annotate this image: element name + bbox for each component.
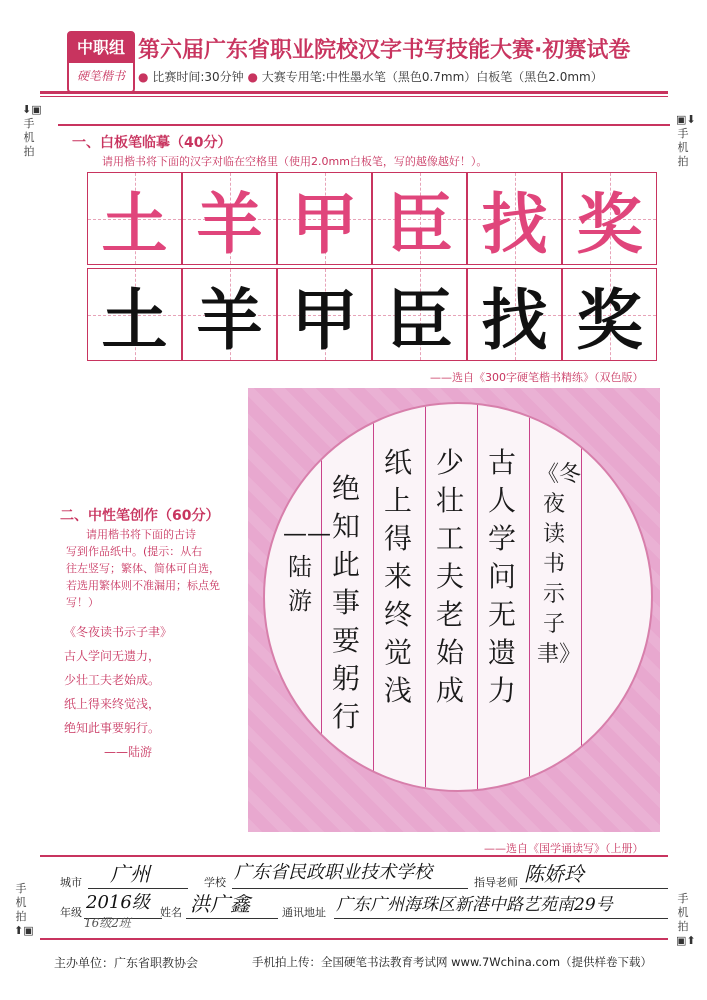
camera-label-bottom-left: 手机拍 ⬆▣ [14, 882, 34, 937]
school-value: 广东省民政职业技术学校 [234, 862, 432, 883]
section1-rule [58, 124, 670, 126]
written-column: 纸上得来终觉浅 [383, 446, 412, 707]
camera-label-top-left: ⬇▣ 手机拍 [22, 103, 42, 158]
model-cell: 土 [87, 172, 182, 265]
exam-pens: 大赛专用笔:中性墨水笔（黑色0.7mm）白板笔（黑色2.0mm） [261, 70, 603, 84]
camera-icon: ▣⬇ [676, 113, 696, 126]
model-cell: 奖 [562, 172, 657, 265]
exam-title: 第六届广东省职业院校汉字书写技能大赛·初赛试卷 [138, 38, 631, 63]
address-label: 通讯地址 [282, 906, 326, 919]
footer-rule [40, 938, 668, 940]
model-cell: 找 [467, 172, 562, 265]
copy-cell[interactable]: 甲 [277, 268, 372, 361]
group-badge [67, 31, 135, 93]
section1-title: 一、白板笔临摹（40分） [72, 135, 232, 151]
written-column: 绝知此事要躬行 [331, 472, 360, 733]
name-field[interactable] [186, 918, 278, 919]
copy-cell[interactable]: 臣 [372, 268, 467, 361]
section2-source: ——选自《国学诵读写》（上册） [484, 842, 644, 855]
school-label: 学校 [204, 876, 226, 889]
composition-circle[interactable] [263, 402, 653, 792]
copy-cell[interactable]: 土 [87, 268, 182, 361]
camera-icon: ▣⬆ [676, 934, 696, 947]
camera-label-top-right: ▣⬇ 手机拍 [676, 113, 696, 168]
teacher-label: 指导老师 [474, 876, 518, 889]
model-cell: 臣 [372, 172, 467, 265]
section2-instruction: 请用楷书将下面的古诗 写到作品纸中。(提示：从右 往左竖写；繁体、简体可自选， 若选用繁体则不准漏用；标点免 写！） [66, 528, 220, 609]
school-field[interactable] [232, 888, 468, 889]
written-column: ——陆游 [283, 519, 331, 615]
section1-source: ——选自《300字硬笔楷书精练》（双色版） [430, 371, 644, 384]
address-field[interactable] [334, 918, 668, 919]
copy-char-row [87, 268, 657, 361]
exam-info [138, 68, 603, 85]
model-char-row [87, 172, 657, 265]
form-rule [40, 855, 668, 857]
source-poem: 《冬夜读书示子聿》 古人学问无遗力， 少壮工夫老始成。 纸上得来终觉浅， 绝知此事要躬行。 ——陆游 [64, 625, 173, 759]
bullet-icon: ● [247, 70, 258, 84]
header-rule-thin [40, 96, 668, 97]
name-value: 洪广鑫 [190, 892, 250, 916]
badge-style-label: 硬笔楷书 [76, 69, 125, 83]
copy-cell[interactable]: 找 [467, 268, 562, 361]
name-label: 姓名 [160, 906, 182, 919]
upload-text: 手机拍上传：全国硬笔书法教育考试网 www.7Wchina.com（提供样卷下载） [252, 955, 653, 969]
city-label: 城市 [60, 876, 82, 889]
header-rule [40, 91, 668, 94]
model-cell: 羊 [182, 172, 277, 265]
exam-time: 比赛时间:30分钟 [152, 70, 244, 84]
copy-cell[interactable]: 羊 [182, 268, 277, 361]
bullet-icon: ● [138, 70, 149, 84]
written-column: 《冬夜读书示子聿》 [537, 462, 582, 667]
camera-icon: ⬇▣ [22, 103, 42, 116]
camera-label-bottom-right: 手机拍 ▣⬆ [676, 892, 696, 947]
camera-icon: ⬆▣ [14, 924, 34, 937]
teacher-value: 陈娇玲 [524, 862, 584, 886]
copy-cell[interactable]: 奖 [562, 268, 657, 361]
city-value: 广州 [110, 862, 150, 886]
section2-title: 二、中性笔创作（60分） [60, 508, 220, 524]
section1-instruction: 请用楷书将下面的汉字对临在空格里（使用2.0mm白板笔，写的越像越好！）。 [102, 155, 488, 168]
grade-note: 16级2班 [84, 916, 131, 930]
grade-label: 年级 [60, 906, 82, 919]
address-value: 广东广州海珠区新港中路艺苑南29号 [336, 895, 613, 915]
written-column: 古人学问无遗力 [487, 446, 516, 707]
organizer-text: 主办单位：广东省职教协会 [54, 956, 199, 970]
grade-value: 2016级 [86, 892, 150, 913]
written-column: 少壮工夫老始成 [435, 446, 464, 707]
badge-group-label: 中职组 [69, 33, 133, 63]
teacher-field[interactable] [520, 888, 668, 889]
model-cell: 甲 [277, 172, 372, 265]
